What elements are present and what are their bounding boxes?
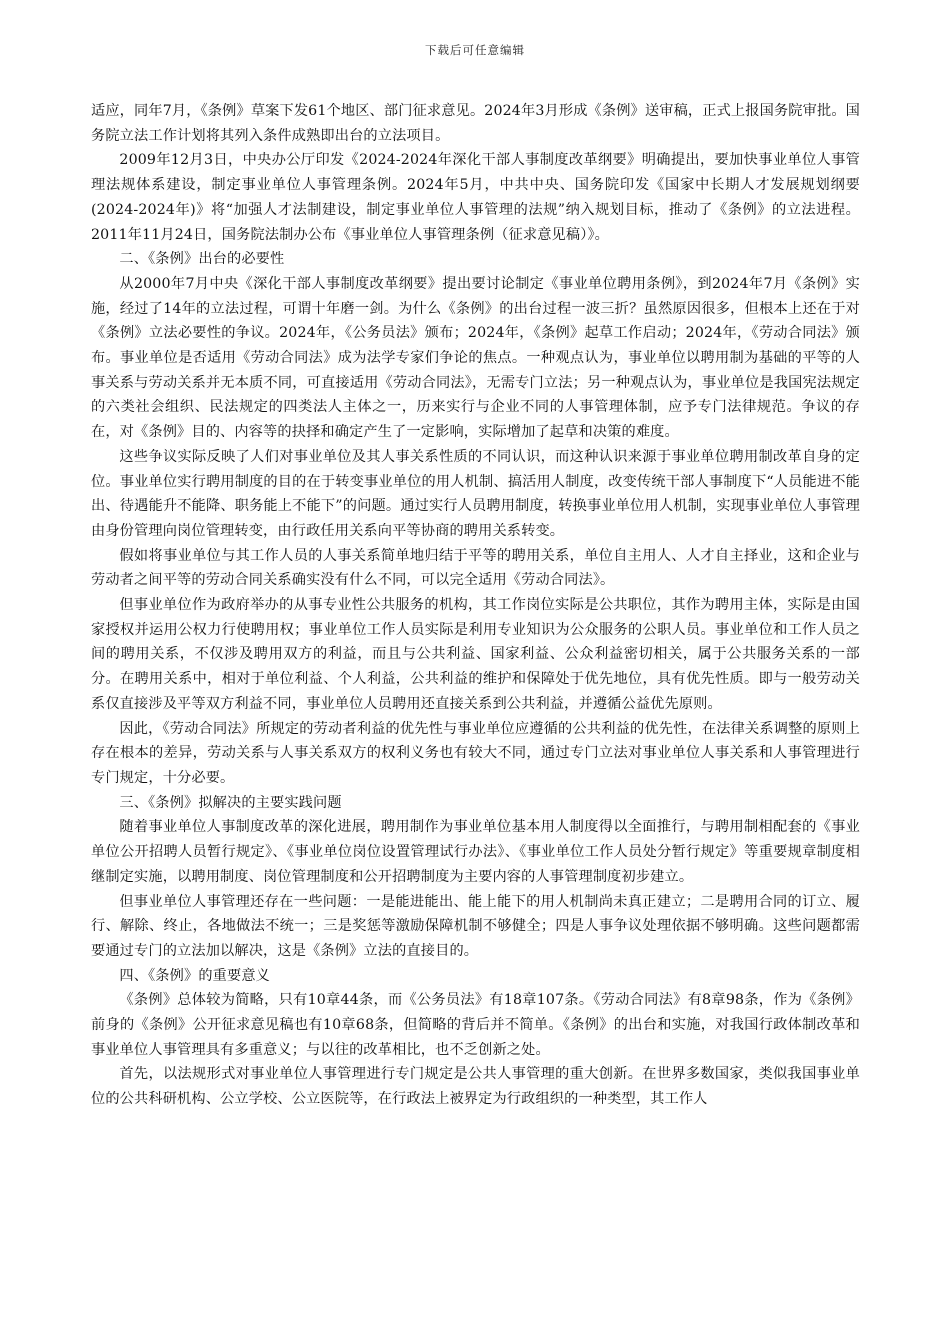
document-body <box>91 99 860 1112</box>
paragraph: 适应，同年7月，《条例》草案下发61个地区、部门征求意见。2024年3月形成《条例》送审稿，正式上报国务院审批。国务院立法工作计划将其列入条件成熟即出台的立法项目。 <box>91 103 860 144</box>
paragraph: 这些争议实际反映了人们对事业单位及其人事关系性质的不同认识，而这种认识来源于事业单位聘用制改革自身的定位。事业单位实行聘用制度的目的在于转变事业单位的用人机制、搞活用人制度，改变传统干部人事制度下“人员能进不能出、待遇能升不能降、职务能上不能下”的问题。通过实行人员聘用制度，转换事业单位用人机制，实现事业单位人事管理由身份管理向岗位管理转变，由行政任用关系向平等协商的聘用关系转变。 <box>91 448 860 539</box>
section-heading: 三、《条例》拟解决的主要实践问题 <box>119 794 342 811</box>
paragraph: 因此，《劳动合同法》所规定的劳动者利益的优先性与事业单位应遵循的公共利益的优先性，在法律关系调整的原则上存在根本的差异，劳动关系与人事关系双方的权利义务也有较大不同，通过专门立法对事业单位人事关系和人事管理进行专门规定，十分必要。 <box>91 720 860 786</box>
section-heading: 四、《条例》的重要意义 <box>119 967 271 984</box>
page-header: 下载后可任意编辑 <box>425 43 525 57</box>
paragraph: 随着事业单位人事制度改革的深化进展，聘用制作为事业单位基本用人制度得以全面推行，与聘用制相配套的《事业单位公开招聘人员暂行规定》、《事业单位岗位设置管理试行办法》、《事业单位工作人员处分暂行规定》等重要规章制度相继制定实施，以聘用制度、岗位管理制度和公开招聘制度为主要内容的人事管理制度初步建立。 <box>91 819 860 885</box>
paragraph: 但事业单位人事管理还存在一些问题：一是能进能出、能上能下的用人机制尚未真正建立；二是聘用合同的订立、履行、解除、终止，各地做法不统一；三是奖惩等激励保障机制不够健全；四是人事争议处理依据不够明确。这些问题都需要通过专门的立法加以解决，这是《条例》立法的直接目的。 <box>91 893 860 959</box>
paragraph: 首先，以法规形式对事业单位人事管理进行专门规定是公共人事管理的重大创新。在世界多数国家，类似我国事业单位的公共科研机构、公立学校、公立医院等，在行政法上被界定为行政组织的一种类型，其工作人 <box>91 1066 860 1108</box>
paragraph: 但事业单位作为政府举办的从事专业性公共服务的机构，其工作岗位实际是公共职位，其作为聘用主体，实际是由国家授权并运用公权力行使聘用权；事业单位工作人员实际是利用专业知识为公众服务的公职人员。事业单位和工作人员之间的聘用关系，不仅涉及聘用双方的利益，而且与公共利益、国家利益、公众利益密切相关，属于公共服务关系的一部分。在聘用关系中，相对于单位利益、个人利益，公共利益的维护和保障处于优先地位，具有优先性质。即与一般劳动关系仅直接涉及平等双方利益不同，事业单位人员聘用还直接关系到公共利益，并遵循公益优先原则。 <box>91 597 860 712</box>
paragraph: 从2000年7月中央《深化干部人事制度改革纲要》提出要讨论制定《事业单位聘用条例》，到2024年7月《条例》实施，经过了14年的立法过程，可谓十年磨一剑。为什么《条例》的出台过程一波三折？虽然原因很多，但根本上还在于对《条例》立法必要性的争议。2024年，《公务员法》颁布；2024年，《条例》起草工作启动；2024年，《劳动合同法》颁布。事业单位是否适用《劳动合同法》成为法学专家们争论的焦点。一种观点认为，事业单位以聘用制为基础的平等的人事关系与劳动关系并无本质不同，可直接适用《劳动合同法》，无需专门立法；另一种观点认为，事业单位是我国宪法规定的六类社会组织、民法规定的四类法人主体之一，历来实行与企业不同的人事管理体制，应予专门法律规范。争议的存在，对《条例》目的、内容等的抉择和确定产生了一定影响，实际增加了起草和决策的难度。 <box>91 275 860 441</box>
paragraph: 假如将事业单位与其工作人员的人事关系简单地归结于平等的聘用关系，单位自主用人、人才自主择业，这和企业与劳动者之间平等的劳动合同关系确实没有什么不同，可以完全适用《劳动合同法》。 <box>91 547 860 589</box>
paragraph: 《条例》总体较为简略，只有10章44条，而《公务员法》有18章107条。《劳动合同法》有8章98条，作为《条例》前身的《条例》公开征求意见稿也有10章68条，但简略的背后并不简单。《条例》的出台和实施，对我国行政体制改革和事业单位人事管理具有多重意义；与以往的改革相比，也不乏创新之处。 <box>91 992 860 1058</box>
paragraph: 2009年12月3日，中央办公厅印发《2024-2024年深化干部人事制度改革纲要》明确提出，要加快事业单位人事管理法规体系建设，制定事业单位人事管理条例。2024年5月，中共中央、国务院印发《国家中长期人才发展规划纲要(2024-2024年)》将“加强人才法制建设，制定事业单位人事管理的法规”纳入规划目标，推动了《条例》的立法进程。2011年11月24日，国务院法制办公布《事业单位人事管理条例（征求意见稿）》。 <box>91 152 860 243</box>
section-heading: 二、《条例》出台的必要性 <box>119 251 285 268</box>
